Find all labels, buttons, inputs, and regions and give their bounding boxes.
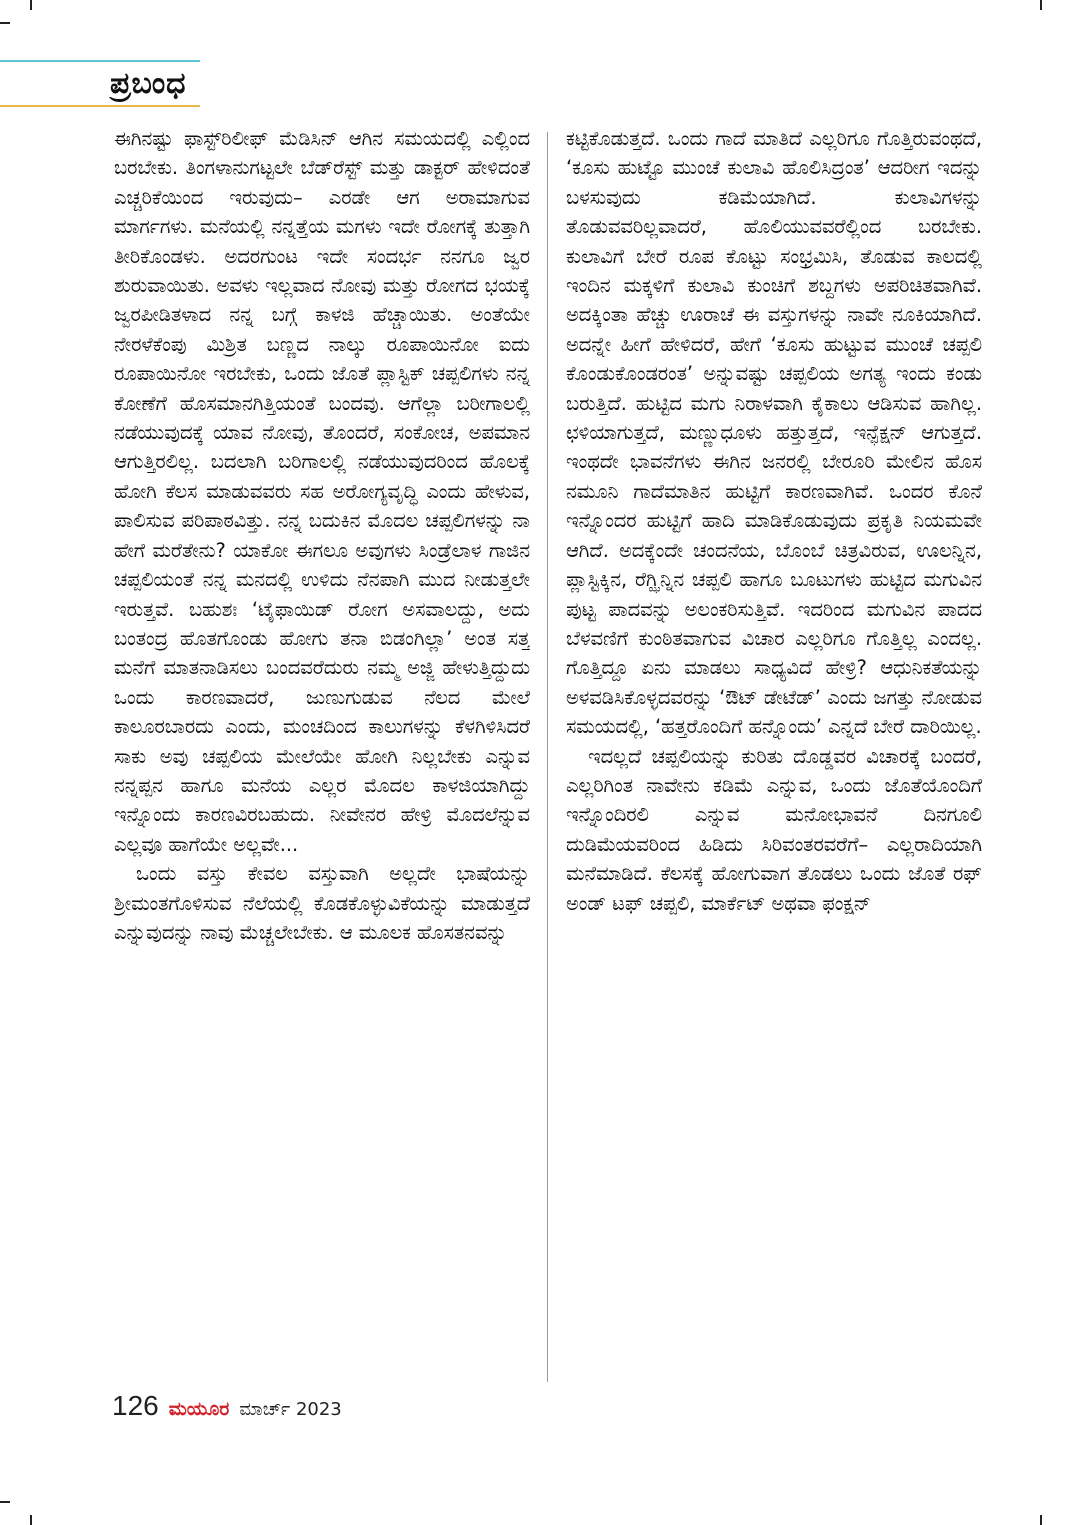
- paragraph: ಈಗಿನಷ್ಟು ಫಾಸ್ಟ್‌ರಿಲೀಫ್ ಮೆಡಿಸಿನ್ ಆಗಿನ ಸಮಯದಲ್ಲಿ ಎಲ್ಲಿಂದ ಬರಬೇಕು. ತಿಂಗಳಾನುಗಟ್ಟಲೇ ಬೆಡ್‌ರೆಸ್ಟ್ ಮತ್ತು ಡಾಕ್ಟರ್ ಹೇಳಿದಂತೆ ಎಚ್ಚರಿಕೆಯಿಂದ ಇರುವುದು– ಎರಡೇ ಆಗ ಅರಾಮಾಗುವ ಮಾರ್ಗಗಳು. ಮನೆಯಲ್ಲಿ ನನ್ನತ್ತೆಯ ಮಗಳು ಇದೇ ರೋಗಕ್ಕೆ ತುತ್ತಾಗಿ ತೀರಿಕೊಂಡಳು. ಅದರಗುಂಟ ಇದೇ ಸಂದರ್ಭ ನನಗೂ ಜ್ವರ ಶುರುವಾಯಿತು. ಅವಳು ಇಲ್ಲವಾದ ನೋವು ಮತ್ತು ರೋಗದ ಭಯಕ್ಕೆ ಜ್ವರಪೀಡಿತಳಾದ ನನ್ನ ಬಗ್ಗೆ ಕಾಳಜಿ ಹೆಚ್ಚಾಯಿತು. ಅಂತೆಯೇ ನೇರಳೆಕೆಂಪು ಮಿಶ್ರಿತ ಬಣ್ಣದ ನಾಲ್ಕು ರೂಪಾಯಿನೋ ಐದು ರೂಪಾಯಿನೋ ಇರಬೇಕು, ಒಂದು ಜೊತೆ ಪ್ಲಾಸ್ಟಿಕ್ ಚಪ್ಪಲಿಗಳು ನನ್ನ ಕೋಣೆಗೆ ಹೊಸಮಾನಗಿತ್ತಿಯಂತೆ ಬಂದವು. ಆಗೆಲ್ಲಾ ಬರೀಗಾಲಲ್ಲಿ ನಡೆಯುವುದಕ್ಕೆ ಯಾವ ನೋವು, ತೊಂದರೆ, ಸಂಕೋಚ, ಅಪಮಾನ ಆಗುತ್ತಿರಲಿಲ್ಲ. ಬದಲಾಗಿ ಬರಿಗಾಲಲ್ಲಿ ನಡೆಯುವುದರಿಂದ ಹೊಲಕ್ಕೆ ಹೋಗಿ ಕೆಲಸ ಮಾಡುವವರು ಸಹ ಅರೋಗ್ಯವೃದ್ಧಿ ಎಂದು ಹೇಳುವ, ಪಾಲಿಸುವ ಪರಿಪಾಠವಿತ್ತು. ನನ್ನ ಬದುಕಿನ ಮೊದಲ ಚಪ್ಪಲಿಗಳನ್ನು ನಾ ಹೇಗೆ ಮರೆತೇನು? ಯಾಕೋ ಈಗಲೂ ಅವುಗಳು ಸಿಂಡ್ರೆಲಾಳ ಗಾಜಿನ ಚಪ್ಪಲಿಯಂತೆ ನನ್ನ ಮನದಲ್ಲಿ ಉಳಿದು ನೆನಪಾಗಿ ಮುದ ನೀಡುತ್ತಲೇ ಇರುತ್ತವೆ. ಬಹುಶಃ ‘ಟೈಫಾಯಿಡ್ ರೋಗ ಅಸವಾಲದ್ದು, ಅದು ಬಂತಂದ್ರ ಹೊತಗೊಂಡು ಹೋಗು ತನಾ ಬಿಡಂಗಿಲ್ಲಾ’ ಅಂತ ಸತ್ತ ಮನೆಗೆ ಮಾತನಾಡಿಸಲು ಬಂದವರೆದುರು ನಮ್ಮ ಅಜ್ಜಿ ಹೇಳುತ್ತಿದ್ದುದು ಒಂದು ಕಾರಣವಾದರೆ, ಜುಣುಗುಡುವ ನೆಲದ ಮೇಲೆ ಕಾಲೂರಬಾರದು ಎಂದು, ಮಂಚದಿಂದ ಕಾಲುಗಳನ್ನು ಕೆಳಗಿಳಿಸಿದರೆ ಸಾಕು ಅವು ಚಪ್ಪಲಿಯ ಮೇಲೆಯೇ ಹೋಗಿ ನಿಲ್ಲಬೇಕು ಎನ್ನುವ ನನ್ನಪ್ಪನ ಹಾಗೂ ಮನೆಯ ಎಲ್ಲರ ಮೊದಲ ಕಾಳಜಿಯಾಗಿದ್ದು ಇನ್ನೊಂದು ಕಾರಣವಿರಬಹುದು. ನೀವೇನರ ಹೇಳ್ರಿ ಮೊದಲೆನ್ನುವ ಎಲ್ಲವೂ ಹಾಗೆಯೇ ಅಲ್ಲವೇ...: [114, 127, 530, 856]
- page-footer: [112, 1390, 342, 1422]
- page-number: 126: [112, 1390, 159, 1421]
- paragraph: ಇದಲ್ಲದೆ ಚಪ್ಪಲಿಯನ್ನು ಕುರಿತು ದೊಡ್ಡವರ ವಿಚಾರಕ್ಕೆ ಬಂದರೆ, ಎಲ್ಲರಿಗಿಂತ ನಾವೇನು ಕಡಿಮೆ ಎನ್ನುವ, ಒಂದು ಜೊತೆಯೊಂದಿಗೆ ಇನ್ನೊಂದಿರಲಿ ಎನ್ನುವ ಮನೋಭಾವನೆ ದಿನಗೂಲಿ ದುಡಿಮೆಯವರಿಂದ ಹಿಡಿದು ಸಿರಿವಂತರವರೆಗೆ– ಎಲ್ಲರಾದಿಯಾಗಿ ಮನೆಮಾಡಿದೆ. ಕೆಲಸಕ್ಕೆ ಹೋಗುವಾಗ ತೊಡಲು ಒಂದು ಜೊತೆ ರಫ್ ಅಂಡ್ ಟಫ್ ಚಪ್ಪಲಿ, ಮಾರ್ಕೆಟ್ ಅಥವಾ ಫಂಕ್ಷನ್: [566, 744, 982, 915]
- header-rule-top: [0, 60, 200, 62]
- issue-date: ಮಾರ್ಚ್ 2023: [239, 1399, 342, 1420]
- magazine-name: ಮಯೂರ: [168, 1398, 230, 1420]
- column-divider: [547, 132, 548, 1382]
- header-rule-bottom: [0, 105, 200, 107]
- crop-mark: [30, 0, 32, 10]
- crop-mark: [0, 1501, 10, 1503]
- crop-mark: [1040, 1515, 1042, 1525]
- crop-mark: [1040, 0, 1042, 10]
- section-title: ಪ್ರಬಂಧ: [110, 66, 187, 101]
- paragraph: ಒಂದು ವಸ್ತು ಕೇವಲ ವಸ್ತುವಾಗಿ ಅಲ್ಲದೇ ಭಾಷೆಯನ್ನು ಶ್ರೀಮಂತಗೊಳಿಸುವ ನೆಲೆಯಲ್ಲಿ ಕೊಡಕೊಳ್ಳುವಿಕೆಯನ್ನು ಮಾಡುತ್ತದೆ ಎನ್ನುವುದನ್ನು ನಾವು ಮೆಚ್ಚಲೇಬೇಕು. ಆ ಮೂಲಕ ಹೊಸತನವನ್ನು: [114, 862, 530, 944]
- paragraph: ಕಟ್ಟಿಕೊಡುತ್ತದೆ. ಒಂದು ಗಾದೆ ಮಾತಿದೆ ಎಲ್ಲರಿಗೂ ಗೊತ್ತಿರುವಂಥದೆ, ‘ಕೂಸು ಹುಟ್ಟೊ ಮುಂಚೆ ಕುಲಾವಿ ಹೊಲಿಸಿದ್ರಂತ’ ಆದರೀಗ ಇದನ್ನು ಬಳಸುವುದು ಕಡಿಮೆಯಾಗಿದೆ. ಕುಲಾವಿಗಳನ್ನು ತೊಡುವವರಿಲ್ಲವಾದರೆ, ಹೊಲಿಯುವವರೆಲ್ಲಿಂದ ಬರಬೇಕು. ಕುಲಾವಿಗೆ ಬೇರೆ ರೂಪ ಕೊಟ್ಟು ಸಂಭ್ರಮಿಸಿ, ತೊಡುವ ಕಾಲದಲ್ಲಿ ಇಂದಿನ ಮಕ್ಕಳಿಗೆ ಕುಲಾವಿ ಕುಂಚಿಗೆ ಶಬ್ದಗಳು ಅಪರಿಚಿತವಾಗಿವೆ. ಅದಕ್ಕಿಂತಾ ಹೆಚ್ಚು ಊರಾಚೆ ಈ ವಸ್ತುಗಳನ್ನು ನಾವೇ ನೂಕಿಯಾಗಿದೆ. ಅದನ್ನೇ ಹೀಗೆ ಹೇಳಿದರೆ, ಹೇಗೆ ‘ಕೂಸು ಹುಟ್ಟುವ ಮುಂಚೆ ಚಪ್ಪಲಿ ಕೊಂಡುಕೊಂಡರಂತ’ ಅನ್ನುವಷ್ಟು ಚಪ್ಪಲಿಯ ಅಗತ್ಯ ಇಂದು ಕಂಡು ಬರುತ್ತಿದೆ. ಹುಟ್ಟಿದ ಮಗು ನಿರಾಳವಾಗಿ ಕೈಕಾಲು ಆಡಿಸುವ ಹಾಗಿಲ್ಲ. ಛಳಿಯಾಗುತ್ತದೆ, ಮಣ್ಣುಧೂಳು ಹತ್ತುತ್ತದೆ, ಇನ್ಫೆಕ್ಷನ್ ಆಗುತ್ತದೆ. ಇಂಥದೇ ಭಾವನೆಗಳು ಈಗಿನ ಜನರಲ್ಲಿ ಬೇರೂರಿ ಮೇಲಿನ ಹೊಸ ನಮೂನಿ ಗಾದೆಮಾತಿನ ಹುಟ್ಟಿಗೆ ಕಾರಣವಾಗಿವೆ. ಒಂದರ ಕೊನೆ ಇನ್ನೊಂದರ ಹುಟ್ಟಿಗೆ ಹಾದಿ ಮಾಡಿಕೊಡುವುದು ಪ್ರಕೃತಿ ನಿಯಮವೇ ಆಗಿದೆ. ಅದಕ್ಕೆಂದೇ ಚಂದನೆಯ, ಬೊಂಬೆ ಚಿತ್ರವಿರುವ, ಊಲನ್ನಿನ, ಪ್ಲಾಸ್ಟಿಕ್ಕಿನ, ರೆಗ್ಝಿನ್ನಿನ ಚಪ್ಪಲಿ ಹಾಗೂ ಬೂಟುಗಳು ಹುಟ್ಟಿದ ಮಗುವಿನ ಪುಟ್ಟ ಪಾದವನ್ನು ಅಲಂಕರಿಸುತ್ತಿವೆ. ಇದರಿಂದ ಮಗುವಿನ ಪಾದದ ಬೆಳವಣಿಗೆ ಕುಂಠಿತವಾಗುವ ವಿಚಾರ ಎಲ್ಲರಿಗೂ ಗೊತ್ತಿಲ್ಲ ಎಂದಲ್ಲ. ಗೊತ್ತಿದ್ದೂ ಏನು ಮಾಡಲು ಸಾಧ್ಯವಿದೆ ಹೇಳ್ರಿ? ಆಧುನಿಕತೆಯನ್ನು ಅಳವಡಿಸಿಕೊಳ್ಳದವರನ್ನು ‘ಔಟ್ ಡೇಟೆಡ್’ ಎಂದು ಜಗತ್ತು ನೋಡುವ ಸಮಯದಲ್ಲಿ, ‘ಹತ್ತರೊಂದಿಗೆ ಹನ್ನೊಂದು’ ಎನ್ನದೆ ಬೇರೆ ದಾರಿಯಿಲ್ಲ.: [566, 127, 982, 739]
- right-column: [566, 124, 982, 1386]
- crop-mark: [30, 1515, 32, 1525]
- left-column: [114, 124, 530, 1386]
- crop-mark: [0, 22, 10, 24]
